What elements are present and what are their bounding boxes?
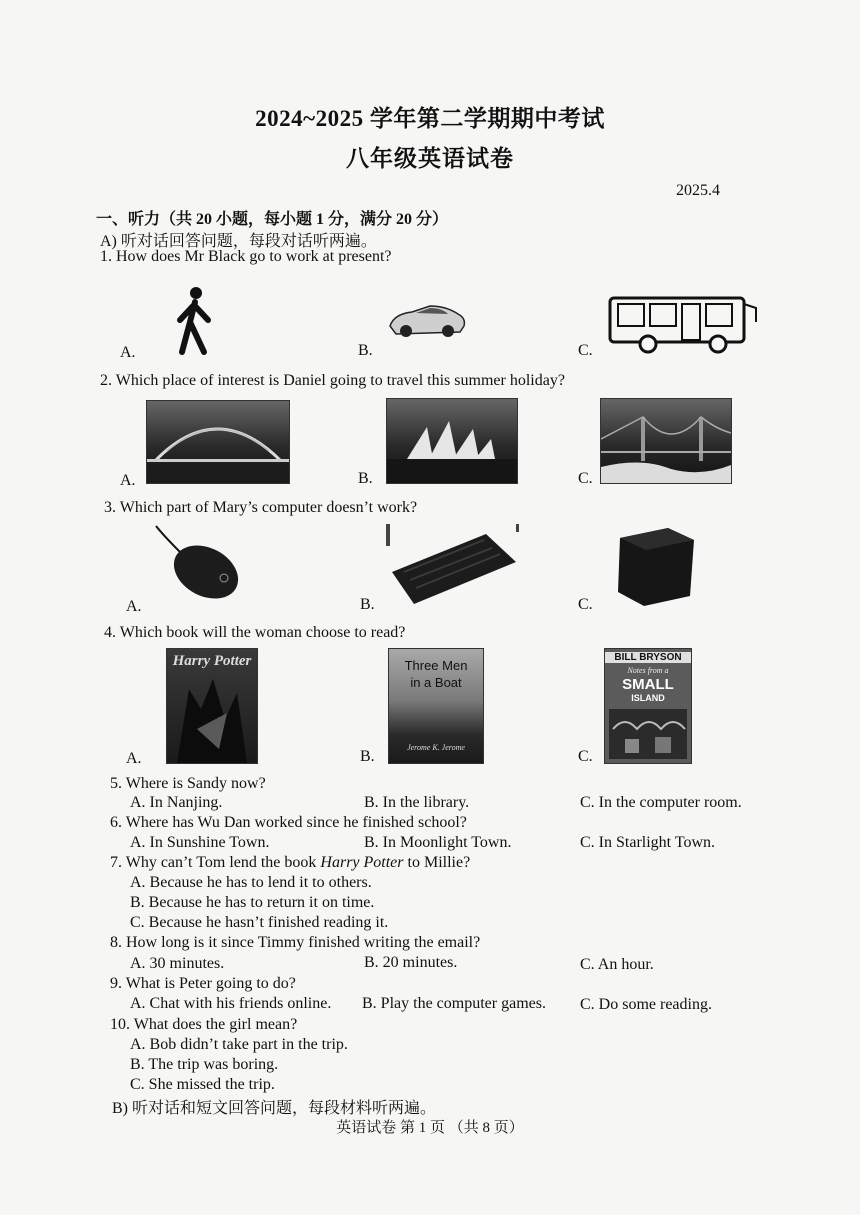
book-b-title bbox=[389, 657, 483, 691]
question-7-option-c: C. Because he hasn’t finished reading it. bbox=[130, 914, 389, 931]
question-5-option-b: B. In the library. bbox=[364, 794, 470, 811]
question-6-option-b: B. In Moonlight Town. bbox=[364, 834, 512, 851]
computer-case-icon bbox=[614, 524, 698, 608]
golden-gate-photo bbox=[600, 398, 732, 484]
part-b-instruction: B) 听对话和短文回答问题，每段材料听两遍。 bbox=[112, 1100, 437, 1117]
question-8: 8. How long is it since Timmy finished writing the email? bbox=[110, 934, 481, 951]
question-7-text-pre: 7. Why can’t Tom lend the book bbox=[110, 854, 321, 871]
question-9: 9. What is Peter going to do? bbox=[110, 975, 296, 992]
option-label-b: B. bbox=[360, 748, 375, 765]
question-6-option-a: A. In Sunshine Town. bbox=[130, 834, 270, 851]
question-9-option-b: B. Play the computer games. bbox=[362, 995, 546, 1012]
option-label-a: A. bbox=[120, 472, 136, 489]
book-b-author: Jerome K. Jerome bbox=[407, 743, 465, 752]
option-label-c: C. bbox=[578, 342, 593, 359]
option-label-a: A. bbox=[120, 344, 136, 361]
part-a-instruction: A) 听对话回答问题，每段对话听两遍。 bbox=[100, 233, 377, 250]
harbour-bridge-photo bbox=[146, 400, 290, 484]
question-7-book-title: Harry Potter bbox=[320, 854, 404, 871]
question-10-option-b: B. The trip was boring. bbox=[130, 1056, 279, 1073]
option-label-c: C. bbox=[578, 470, 593, 487]
option-label-b: B. bbox=[358, 470, 373, 487]
question-5-option-c: C. In the computer room. bbox=[580, 794, 742, 811]
keyboard-icon bbox=[384, 522, 522, 608]
book-b-title-line2: in a Boat bbox=[410, 675, 462, 690]
question-6-option-c: C. In Starlight Town. bbox=[580, 834, 716, 851]
book-c-title-line1: Notes from a bbox=[627, 666, 669, 675]
question-2: 2. Which place of interest is Daniel going to travel this summer holiday? bbox=[100, 372, 565, 389]
section-heading: 一、听力（共 20 小题，每小题 1 分，满分 20 分） bbox=[96, 211, 449, 228]
question-10-option-c: C. She missed the trip. bbox=[130, 1076, 275, 1093]
exam-title: 2024~2025 学年第二学期期中考试 bbox=[255, 106, 605, 131]
question-10: 10. What does the girl mean? bbox=[110, 1016, 298, 1033]
question-9-option-c: C. Do some reading. bbox=[580, 996, 712, 1013]
book-c-title-line2: SMALL bbox=[622, 676, 674, 693]
bus-icon bbox=[606, 294, 762, 356]
option-label-c: C. bbox=[578, 596, 593, 613]
question-9-option-a: A. Chat with his friends online. bbox=[130, 995, 332, 1012]
option-label-a: A. bbox=[126, 750, 142, 767]
option-label-b: B. bbox=[358, 342, 373, 359]
book-c-title-line3: ISLAND bbox=[631, 693, 665, 703]
question-5-option-a: A. In Nanjing. bbox=[130, 794, 223, 811]
sports-car-icon bbox=[386, 300, 468, 340]
question-8-option-a: A. 30 minutes. bbox=[130, 955, 225, 972]
option-label-b: B. bbox=[360, 596, 375, 613]
exam-subtitle: 八年级英语试卷 bbox=[346, 146, 514, 171]
question-7-option-b: B. Because he has to return it on time. bbox=[130, 894, 375, 911]
walking-person-icon bbox=[174, 286, 220, 356]
question-1: 1. How does Mr Black go to work at present? bbox=[100, 248, 392, 265]
book-a-title: Harry Potter bbox=[172, 653, 252, 669]
question-6: 6. Where has Wu Dan worked since he finished school? bbox=[110, 814, 467, 831]
option-label-c: C. bbox=[578, 748, 593, 765]
book-b-title-line1: Three Men bbox=[404, 658, 468, 673]
question-7 bbox=[110, 854, 470, 872]
question-5: 5. Where is Sandy now? bbox=[110, 775, 266, 792]
question-7-option-a: A. Because he has to lend it to others. bbox=[130, 874, 372, 891]
question-3: 3. Which part of Mary’s computer doesn’t work? bbox=[104, 499, 418, 516]
book-c-author: BILL BRYSON bbox=[605, 652, 691, 663]
book-cover-harry-potter bbox=[166, 648, 258, 764]
book-cover-small-island bbox=[604, 648, 692, 764]
question-8-option-c: C. An hour. bbox=[580, 956, 654, 973]
page-footer: 英语试卷 第 1 页 （共 8 页） bbox=[336, 1120, 524, 1136]
question-10-option-a: A. Bob didn’t take part in the trip. bbox=[130, 1036, 348, 1053]
option-label-a: A. bbox=[126, 598, 142, 615]
question-4: 4. Which book will the woman choose to read? bbox=[104, 624, 406, 641]
exam-date: 2025.4 bbox=[676, 182, 720, 199]
question-8-option-b: B. 20 minutes. bbox=[364, 954, 458, 971]
opera-house-photo bbox=[386, 398, 518, 484]
book-cover-three-men bbox=[388, 648, 484, 764]
mouse-icon bbox=[150, 522, 246, 602]
question-7-text-post: to Millie? bbox=[403, 854, 471, 871]
